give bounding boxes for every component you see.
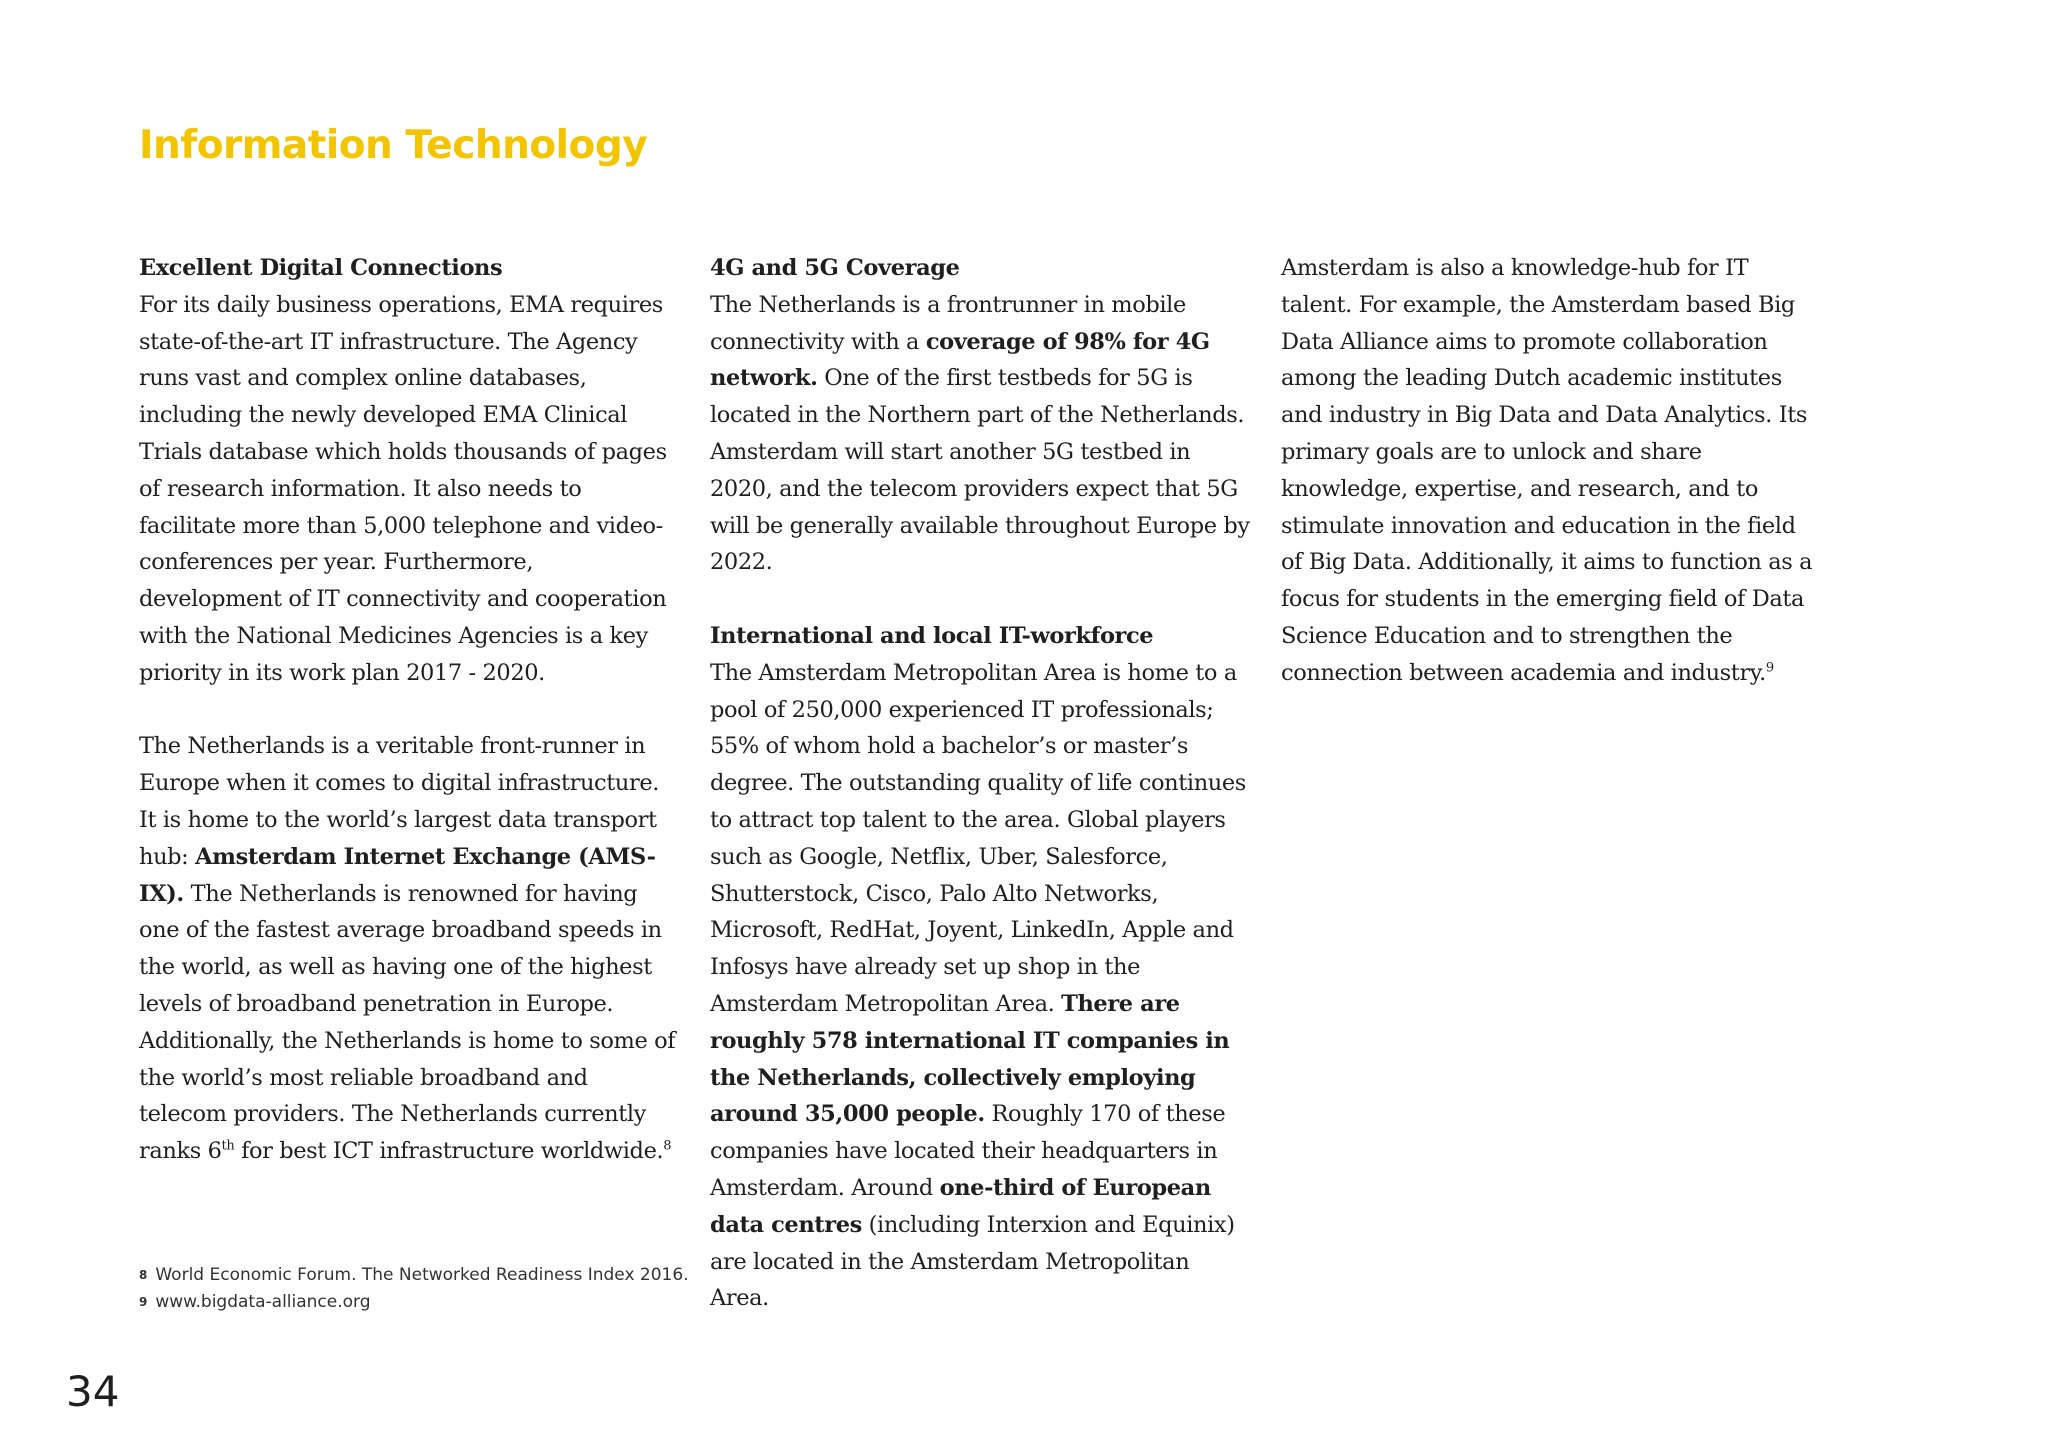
- paragraph-netherlands-infrastructure: [139, 728, 679, 1170]
- column-2: [710, 250, 1250, 1317]
- heading-4g-5g: 4G and 5G Coverage: [710, 255, 960, 281]
- text-segment: The Netherlands is renowned for having one of the fastest average broadband speeds in the world, as well as having one of the highest levels of broadband penetration in Europe. Additionally, the Netherlands is home to some of the world’s most reliable broadband and telecom providers. The Netherlands currently ranks 6: [139, 880, 676, 1165]
- footnote-text: World Economic Forum. The Networked Readiness Index 2016.: [155, 1265, 689, 1285]
- footnote-text: www.bigdata-alliance.org: [155, 1292, 371, 1312]
- paragraph-ema-it-needs: For its daily business operations, EMA requires state-of-the-art IT infrastructure. The Agency runs vast and complex online databases, including the newly developed EMA Clinical Trials database which holds thousands of pages of research information. It also needs to facilitate more than 5,000 telephone and video-conferences per year. Furthermore, development of IT connectivity and cooperation with the National Medicines Agencies is a key priority in its work plan 2017 - 2020.: [139, 291, 667, 686]
- footnotes: [139, 1262, 1039, 1316]
- heading-digital-connections: Excellent Digital Connections: [139, 255, 503, 281]
- paragraph-knowledge-hub: [1281, 250, 1821, 692]
- footnote-number: 9: [139, 1295, 148, 1309]
- text-segment: One of the first testbeds for 5G is located in the Northern part of the Netherlands. Amsterdam will start another 5G testbed in 2020, and the telecom providers expect that 5G will be generally available throughout Europe by 2022.: [710, 365, 1250, 576]
- column-3: [1281, 250, 1821, 692]
- text-segment: The Amsterdam Metropolitan Area is home to a pool of 250,000 experienced IT professionals; 55% of whom hold a bachelor’s or master’s degree. The outstanding quality of life continues to attract top talent to the area. Global players such as Google, Netflix, Uber, Salesforce, Shutterstock, Cisco, Palo Alto Networks, Microsoft, RedHat, Joyent, LinkedIn, Apple and Infosys have already set up shop in the Amsterdam Metropolitan Area.: [710, 659, 1246, 1017]
- text-segment: for best ICT infrastructure worldwide.: [234, 1138, 664, 1165]
- section-4g-5g: [710, 250, 1250, 581]
- text-segment: (including Interxion and Equinix) are located in the Amsterdam Metropolitan Area.: [710, 1211, 1235, 1312]
- bold-ams-ix: Amsterdam Internet Exchange (AMS-IX).: [139, 843, 656, 907]
- text-segment: The Netherlands is a frontrunner in mobile connectivity with a: [710, 291, 1186, 355]
- section-digital-connections: [139, 250, 679, 692]
- text-segment: The Netherlands is a veritable front-runner in Europe when it comes to digital infrastructure. It is home to the world’s largest data transport hub:: [139, 733, 660, 870]
- page-title: Information Technology: [139, 123, 648, 168]
- text-segment: Roughly 170 of these companies have located their headquarters in Amsterdam. Around: [710, 1101, 1226, 1201]
- bold-coverage: coverage of 98% for 4G network.: [710, 328, 1210, 392]
- column-1: [139, 250, 679, 1170]
- page-number: 34: [66, 1367, 120, 1416]
- text-segment: Amsterdam is also a knowledge-hub for IT talent. For example, the Amsterdam based Big Data Alliance aims to promote collaboration among the leading Dutch academic institutes and industry in Big Data and Data Analytics. Its primary goals are to unlock and share knowledge, expertise, and research, and to stimulate innovation and education in the field of Big Data. Additionally, it aims to function as a focus for students in the emerging field of Data Science Education and to strengthen the connection between academia and industry.: [1281, 255, 1813, 686]
- footnote-9: [139, 1289, 1039, 1316]
- section-it-workforce: [710, 618, 1250, 1317]
- heading-it-workforce: International and local IT-workforce: [710, 622, 1154, 649]
- footnote-number: 8: [139, 1268, 148, 1282]
- ordinal-suffix: th: [221, 1138, 235, 1154]
- bold-data-centres: one-third of European data centres: [710, 1174, 1211, 1238]
- footnote-ref-8: 8: [663, 1138, 672, 1154]
- footnote-ref-9: 9: [1765, 660, 1774, 676]
- bold-it-companies: There are roughly 578 international IT companies in the Netherlands, collectively employing around 35,000 people.: [710, 990, 1230, 1128]
- footnote-8: [139, 1262, 1039, 1289]
